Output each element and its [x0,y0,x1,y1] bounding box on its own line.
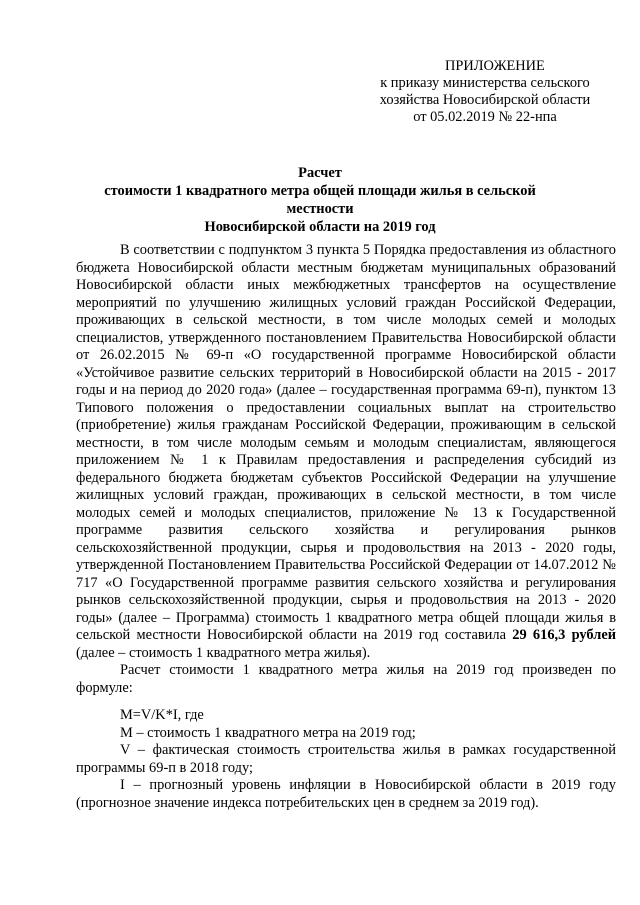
appendix-order-line: к приказу министерства сельского [380,75,590,91]
definition-i: I – прогнозный уровень инфляции в Новосибирской области в 2019 году (прогнозное значение индекса потребительских цен в среднем за 2019 год). [76,777,616,811]
definition-v: V – фактическая стоимость строительства жилья в рамках государственной программы 69-п в 2018 году; [76,742,616,776]
document-title [70,164,570,236]
title-heading: Расчет [298,165,342,181]
appendix-title: ПРИЛОЖЕНИЕ [445,58,545,74]
paragraph-basis [76,242,616,662]
paragraph-formula-intro: Расчет стоимости 1 квадратного метра жилья на 2019 год произведен по формуле: [76,662,616,696]
document-body [76,242,616,812]
paragraph-basis-tail: (далее – стоимость 1 квадратного метра жилья). [76,644,371,661]
title-subject: стоимости 1 квадратного метра общей площади жилья в сельской местности [104,183,536,217]
definition-m: М – стоимость 1 квадратного метра на 2019 год; [120,724,416,741]
appendix-date-line: от 05.02.2019 № 22-нпа [413,109,557,125]
price-amount: 29 616,3 рублей [512,627,616,643]
formula: M=V/K*I, где [120,707,204,723]
appendix-ministry-line: хозяйства Новосибирской области [379,92,591,108]
paragraph-basis-text: В соответствии с подпунктом 3 пункта 5 Порядка предоставления из областного бюджета Новосибирской области местным бюджетам муниципальных образований Новосибирской области иных межбюджетных трансфертов на осуществление мероприятий по улучшению жилищных условий граждан Российской Федерации, проживающих в сельской местности, в том числе молодых семей и молодых специалистов, утвержденного постановлением Правительства Новосибирской области от 26.02.2015 № 69-п «О государственной программе Новосибирской области «Устойчивое развитие сельских территорий в Новосибирской области на 2015 - 2017 годы и на период до 2020 года» (далее – государственная программа 69-п), пунктом 13 Типового положения о предоставлении социальных выплат на строительство (приобретение) жилья гражданам Российской Федерации, проживающим в сельской местности, в том числе молодым семьям и молодым специалистам, являющегося приложением № 1 к Правилам предоставления и распределения субсидий из федерального бюджета бюджетам субъектов Российской Федерации на улучшение жилищных условий граждан, проживающих в сельской местности, в том числе молодых семей и молодых специалистов, приложение № 13 к Государственной программе развития сельского хозяйства и регулирования рынков сельскохозяйственной продукции, сырья и продовольствия на 2013 - 2020 годы, утвержденной Постановлением Правительства Российской Федерации от 14.07.2012 № 717 «О Государственной программе развития сельского хозяйства и регулирования рынков сельскохозяйственной продукции, сырья и продовольствия на 2013 - 2020 годы» (далее – Программа) стоимость 1 квадратного метра общей площади жилья в сельской местности Новосибирской области на 2019 год составила [76,242,616,643]
appendix-header [365,58,605,126]
title-region-year: Новосибирской области на 2019 год [204,219,436,235]
